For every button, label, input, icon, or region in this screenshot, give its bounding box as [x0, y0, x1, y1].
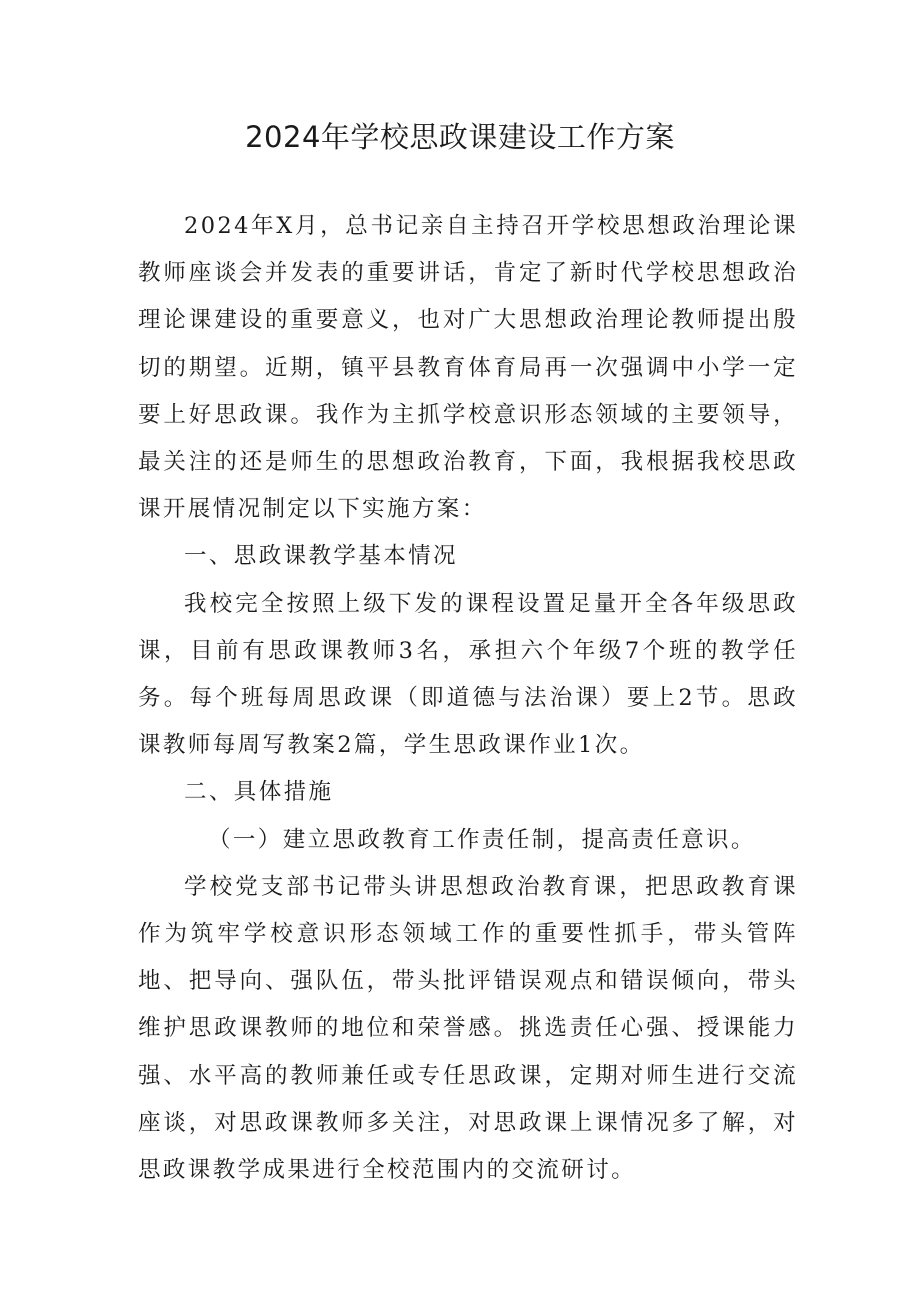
subsection-heading-responsibility: （一）建立思政教育工作责任制，提高责任意识。	[208, 826, 756, 853]
section-heading-measures: 二、具体措施	[184, 779, 334, 806]
document-body	[138, 203, 798, 1194]
intro-paragraph: 2024年X月，总书记亲自主持召开学校思想政治理论课教师座谈会并发表的重要讲话，肯定了新时代学校思想政治理论课建设的重要意义，也对广大思想政治理论教师提出殷切的期望。近期，镇平县教育体育局再一次强调中小学一定要上好思政课。我作为主抓学校意识形态领域的主要领导，最关注的还是师生的思想政治教育，下面，我根据我校思政课开展情况制定以下实施方案：	[138, 213, 798, 523]
responsibility-paragraph: 学校党支部书记带头讲思想政治教育课，把思政教育课作为筑牢学校意识形态领域工作的重要性抓手，带头管阵地、把导向、强队伍，带头批评错误观点和错误倾向，带头维护思政课教师的地位和荣誉感。挑选责任心强、授课能力强、水平高的教师兼任或专任思政课，定期对师生进行交流座谈，对思政课教师多关注，对思政课上课情况多了解，对思政课教学成果进行全校范围内的交流研讨。	[138, 873, 798, 1184]
section-heading-basic-situation: 一、思政课教学基本情况	[184, 543, 458, 570]
document-title: 2024年学校思政课建设工作方案	[245, 120, 675, 154]
basic-situation-paragraph: 我校完全按照上级下发的课程设置足量开全各年级思政课，目前有思政课教师3名，承担六个年级7个班的教学任务。每个班每周思政课（即道德与法治课）要上2节。思政课教师每周写教案2篇，学生思政课作业1次。	[138, 590, 798, 759]
